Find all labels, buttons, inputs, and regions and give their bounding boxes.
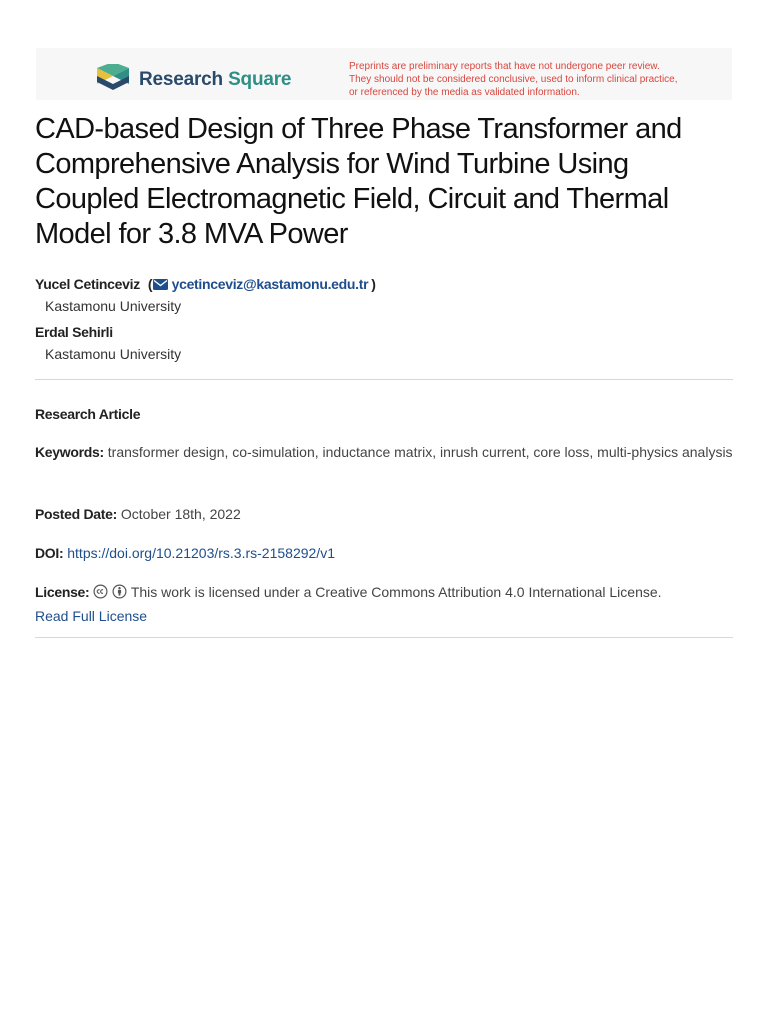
research-square-logo-icon bbox=[95, 64, 131, 94]
author-entry: Yucel Cetinceviz ( ycetinceviz@kastamonu.edu.tr ) bbox=[35, 276, 376, 292]
by-icon bbox=[112, 584, 127, 599]
header-banner bbox=[36, 48, 732, 100]
cc-icon bbox=[93, 584, 108, 599]
author-affiliation: Kastamonu University bbox=[45, 298, 182, 314]
article-type-label: Research Article bbox=[35, 406, 141, 422]
keywords-label: Keywords: bbox=[35, 444, 104, 460]
author-email-link[interactable] bbox=[153, 274, 369, 294]
divider-top bbox=[35, 379, 733, 380]
keywords-section bbox=[35, 440, 733, 464]
disclaimer-line: Preprints are preliminary reports that have not undergone peer review. bbox=[349, 61, 660, 72]
envelope-icon bbox=[153, 279, 168, 290]
disclaimer-line: They should not be considered conclusive, used to inform clinical practice, bbox=[349, 74, 678, 85]
doi-link[interactable]: https://doi.org/10.21203/rs.3.rs-2158292/v1 bbox=[67, 545, 335, 561]
disclaimer-line: or referenced by the media as validated information. bbox=[349, 87, 580, 98]
divider-bottom bbox=[35, 637, 733, 638]
logo-word-square: Square bbox=[228, 68, 292, 90]
author-list bbox=[35, 272, 735, 368]
posted-date-section bbox=[35, 502, 733, 526]
posted-date-value: October 18th, 2022 bbox=[120, 506, 241, 522]
license-text: This work is licensed under a Creative Commons Attribution 4.0 International License. bbox=[130, 584, 662, 600]
keywords-value: transformer design, co-simulation, inductance matrix, inrush current, core loss, multi-physics analysis bbox=[107, 444, 733, 460]
author-email: ycetinceviz@kastamonu.edu.tr bbox=[171, 276, 369, 292]
author-name: Erdal Sehirli bbox=[35, 324, 113, 340]
paper-title: CAD-based Design of Three Phase Transformer and Comprehensive Analysis for Wind Turbine Using Coupled Electromagnetic Field, Circuit and Thermal Model for 3.8 MVA Power bbox=[35, 113, 682, 250]
doi-section bbox=[35, 541, 733, 565]
preprint-disclaimer bbox=[349, 60, 709, 99]
license-label: License: bbox=[35, 584, 90, 600]
doi-label: DOI: bbox=[35, 545, 64, 561]
logo-word-research: Research bbox=[139, 68, 223, 90]
author-name: Yucel Cetinceviz bbox=[35, 276, 140, 292]
license-section bbox=[35, 580, 733, 628]
read-full-license-link[interactable]: Read Full License bbox=[35, 608, 148, 624]
author-entry bbox=[35, 320, 735, 344]
author-affiliation: Kastamonu University bbox=[45, 346, 182, 362]
posted-date-label: Posted Date: bbox=[35, 506, 117, 522]
article-type bbox=[35, 402, 733, 426]
research-square-logo[interactable] bbox=[95, 64, 291, 94]
